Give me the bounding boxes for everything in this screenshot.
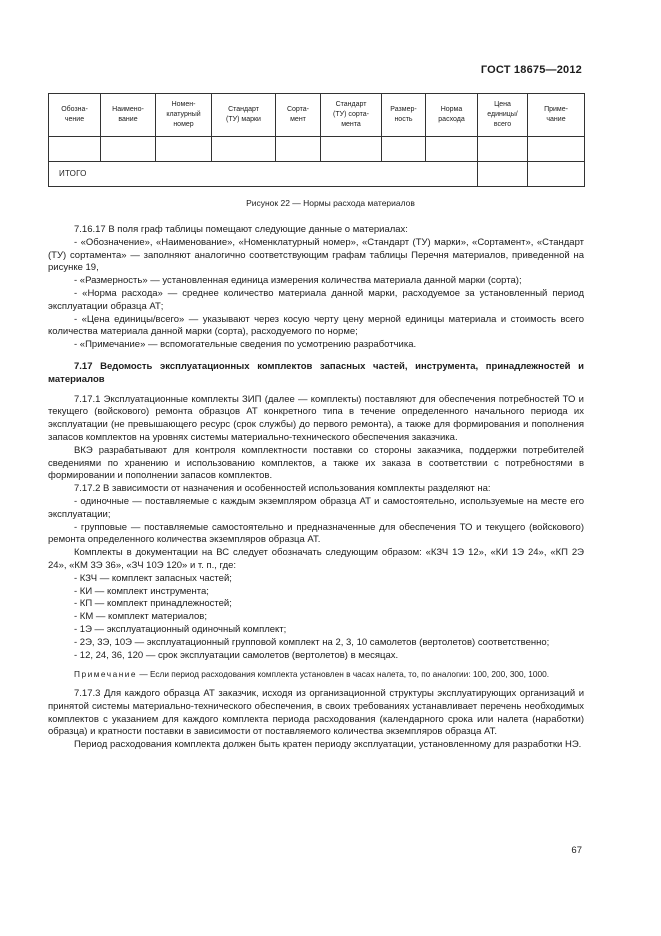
list-item: - КМ — комплект материалов; <box>74 611 207 623</box>
list-item: - КП — комплект принадлежностей; <box>74 598 232 610</box>
list-item: - групповые — поставляемые самостоятельно и предназначенные для обеспечения ТО и текущего (войскового) ремонта определенного количества экземпляров образца АТ. <box>48 521 584 546</box>
list-item: - 1Э — эксплуатационный одиночный комплект; <box>74 623 287 635</box>
page-number: 67 <box>571 845 582 856</box>
paragraph: 7.16.17 В поля граф таблицы помещают следующие данные о материалах: <box>74 224 408 235</box>
column-header: Размер- ность <box>382 94 426 137</box>
list-item: - «Размерность» — установленная единица измерения количества материала данной марки (сорта); <box>74 275 522 287</box>
table-row <box>49 137 585 162</box>
body-text <box>48 224 584 752</box>
list-item: - 2Э, 3Э, 10Э — эксплуатационный групповой комплект на 2, 3, 10 самолетов (вертолетов) соответственно; <box>74 636 550 648</box>
list-item: - «Примечание» — вспомогательные сведения по усмотрению разработчика. <box>74 339 417 351</box>
note-label: Примечание <box>74 669 138 680</box>
note <box>48 668 584 681</box>
list-item: - «Обозначение», «Наименование», «Номенклатурный номер», «Стандарт (ТУ) марки», «Сортамент», «Стандарт (ТУ) сортамента» — заполняют аналогично соответствующим графам таблицы Перечня материалов, приведенной на рисунке 19, <box>48 236 584 274</box>
paragraph: Комплекты в документации на ВС следует обозначать следующим образом: «КЗЧ 1Э 12», «КИ 1Э 24», «КП 2Э 24», «КМ 3Э 36», «ЗЧ 10Э 120» и т. п., где: <box>48 547 584 571</box>
paragraph: ВКЭ разрабатывают для контроля комплектности поставки со стороны заказчика, поддержки потребителей сведениями по хранению и использованию комплектов, а также их заказа в соответствии с потребностями в формировании и пополнении запасов комплектов. <box>48 444 584 482</box>
column-header: Приме- чание <box>528 94 585 137</box>
list-item: - 12, 24, 36, 120 — срок эксплуатации самолетов (вертолетов) в месяцах. <box>74 649 399 661</box>
column-header: Номен- клатурный номер <box>156 94 212 137</box>
paragraph: 7.17.1 Эксплуатационные комплекты ЗИП (далее — комплекты) поставляют для обеспечения потребностей ТО и текущего (войскового) ремонта образцов АТ конкретного типа в течение определенного начального периода их эксплуатации (не превышающего ресурс (срок службы) до первого ремонта), а также для формирования и пополнения запасов комплектов на уровнях системы материально-технического обеспечения заказчика. <box>48 393 584 443</box>
list-item: - КЗЧ — комплект запасных частей; <box>74 572 232 584</box>
column-header: Сорта- мент <box>276 94 321 137</box>
paragraph: 7.17.3 Для каждого образца АТ заказчик, исходя из организационной структуры эксплуатирующих организаций и принятой системы материально-технического обеспечения, в своих требованиях устанавливает перечень необходимых комплектов с указанием для каждого комплекта периода расходования (календарного срока или налета (наработки) образца) и кратности поставки в зависимости от поставляемого количества экземпляров образца АТ. <box>48 688 584 738</box>
column-header: Обозна- чение <box>49 94 101 137</box>
list-item: - «Цена единицы/всего» — указывают через косую черту цену мерной единицы материала и стоимость всего количества материала данной марки (сорта), расходуемого по норме; <box>48 313 584 338</box>
paragraph: Период расходования комплекта должен быть кратен периоду эксплуатации, установленному для разработки НЭ. <box>74 739 582 751</box>
column-header: Стандарт (ТУ) сорта- мента <box>321 94 382 137</box>
table-total-row <box>49 162 585 187</box>
materials-norms-table <box>48 93 585 187</box>
note-text: — Если период расходования комплекта установлен в часах налета, то, по аналогии: 100, 200, 300, 1000. <box>137 669 550 680</box>
list-item: - одиночные — поставляемые с каждым экземпляром образца АТ и самостоятельно, используемые на месте его эксплуатации; <box>48 495 584 520</box>
column-header: Стандарт (ТУ) марки <box>212 94 276 137</box>
column-header: Норма расхода <box>426 94 478 137</box>
document-code: ГОСТ 18675—2012 <box>480 64 582 76</box>
section-heading: 7.17 Ведомость эксплуатационных комплектов запасных частей, инструмента, принадлежностей и материалов <box>48 360 584 385</box>
list-item: - «Норма расхода» — среднее количество материала данной марки, расходуемое за установленный период эксплуатации образца АТ; <box>48 287 584 312</box>
total-label: ИТОГО <box>49 162 478 187</box>
column-header: Наимено- вание <box>101 94 156 137</box>
column-header: Цена единицы/ всего <box>478 94 528 137</box>
paragraph: 7.17.2 В зависимости от назначения и особенностей использования комплекты разделяют на: <box>74 483 491 495</box>
list-item: - КИ — комплект инструмента; <box>74 585 209 597</box>
table-header-row <box>49 94 585 137</box>
figure-caption: Рисунок 22 — Нормы расхода материалов <box>246 198 415 208</box>
